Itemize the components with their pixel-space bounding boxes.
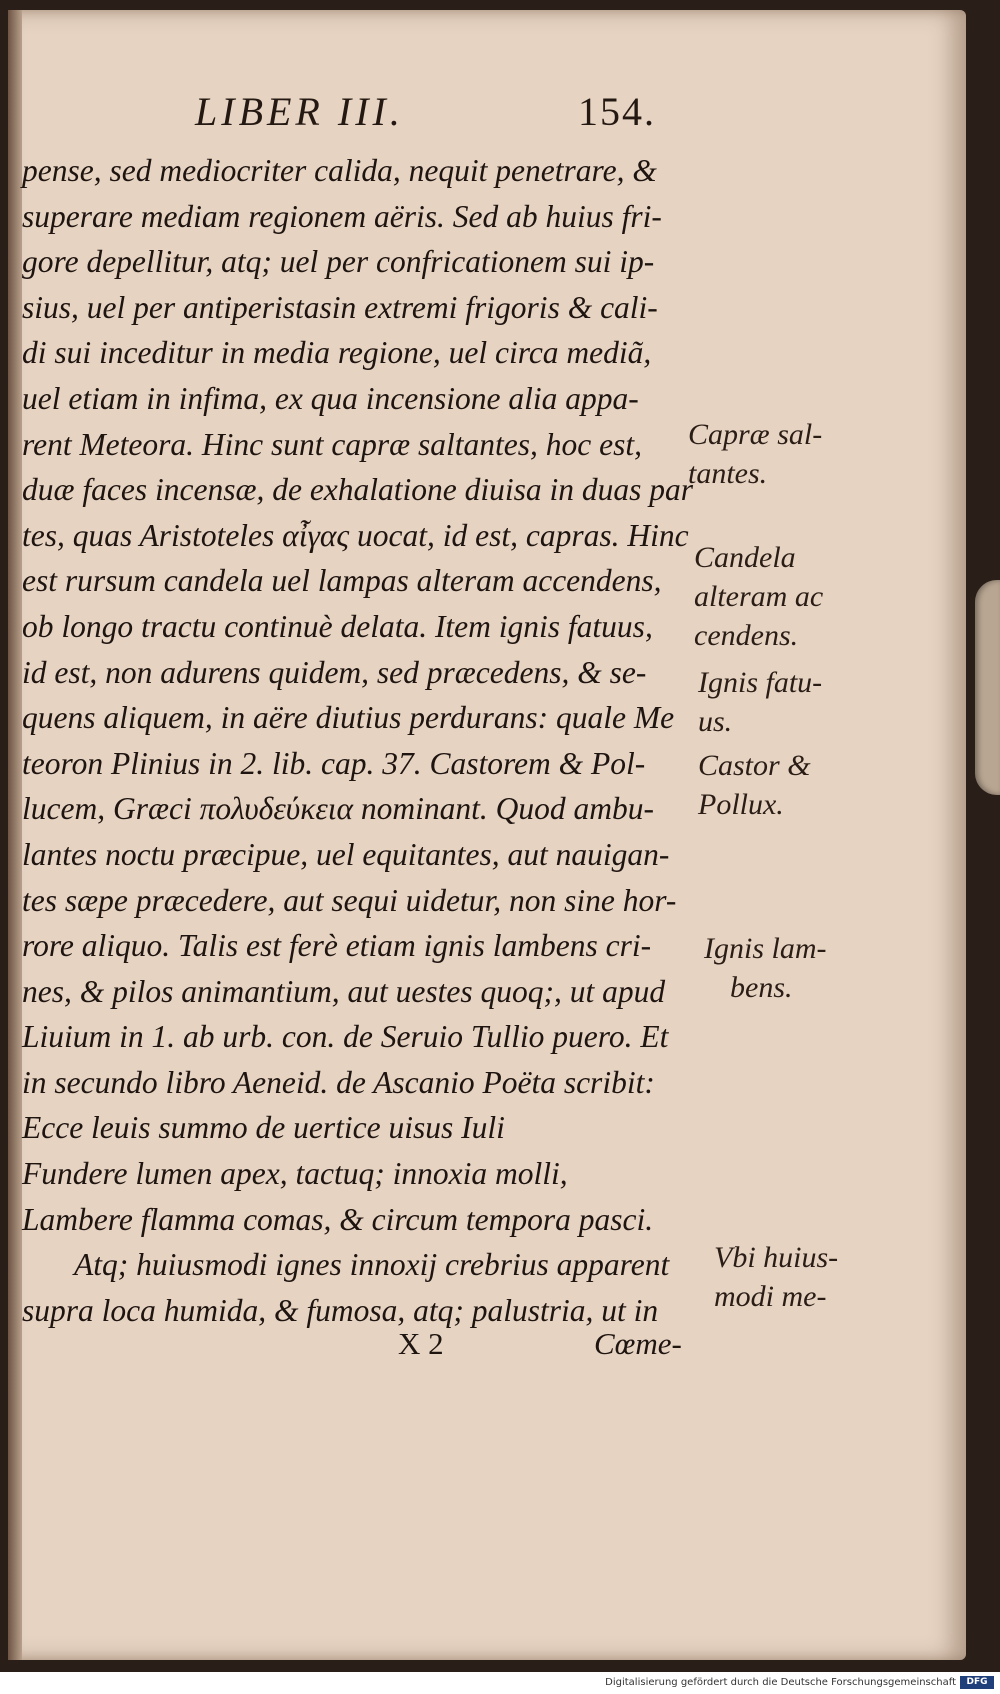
body-line: pense, sed mediocriter calida, nequit penetrare, & <box>22 153 657 188</box>
margin-note: Candela <box>694 541 796 574</box>
margin-note: Ignis lam- <box>704 932 827 965</box>
body-line: Liuium in 1. ab urb. con. de Seruio Tullio puero. Et <box>22 1019 669 1055</box>
dfg-logo: DFG <box>960 1676 994 1689</box>
page-gutter <box>8 10 22 1660</box>
margin-note: Capræ sal- <box>688 418 823 451</box>
body-line: nes, & pilos animantium, aut uestes quoq;, ut apud <box>22 973 666 1009</box>
body-line: duæ faces incensæ, de exhalatione diuisa in duas par <box>22 472 694 508</box>
verse-line: Lambere flamma comas, & circum tempora pasci. <box>22 1201 654 1237</box>
body-line: supra loca humida, & fumosa, atq; palustria, ut in <box>22 1292 659 1328</box>
margin-note: tantes. <box>688 457 768 490</box>
body-line: ob longo tractu continuè delata. Item ignis fatuus, <box>22 608 653 644</box>
catchword: Cœme- <box>594 1326 682 1361</box>
body-line: in secundo libro Aeneid. de Ascanio Poëta scribit: <box>22 1064 655 1100</box>
margin-note: Vbi huius- <box>714 1241 839 1274</box>
margin-note: Pollux. <box>698 788 784 821</box>
verse-line: Fundere lumen apex, tactuq; innoxia molli, <box>22 1156 568 1192</box>
body-line: id est, non adurens quidem, sed præcedens, & se- <box>22 654 647 690</box>
body-line: tes, quas Aristoteles αἶγας uocat, id est, capras. Hinc <box>22 517 689 553</box>
folio-number: 154. <box>578 89 656 134</box>
body-line: Atq; huiusmodi ignes innoxij crebrius apparent <box>74 1247 670 1283</box>
signature-mark: X 2 <box>398 1326 444 1361</box>
margin-note: us. <box>698 705 733 738</box>
verse-line: Ecce leuis summo de uertice uisus Iuli <box>22 1110 505 1146</box>
margin-note: cendens. <box>694 619 799 652</box>
body-line: lantes noctu præcipue, uel equitantes, aut nauigan- <box>22 836 670 872</box>
margin-note: alteram ac <box>694 580 824 613</box>
body-line: tes sæpe præcedere, aut sequi uidetur, non sine hor- <box>22 882 677 918</box>
margin-note: modi me- <box>714 1280 827 1313</box>
body-line: rent Meteora. Hinc sunt capræ saltantes, hoc est, <box>22 426 643 462</box>
body-line: gore depellitur, atq; uel per confricationem sui ip- <box>22 244 655 280</box>
body-line: rore aliquo. Talis est ferè etiam ignis lambens cri- <box>22 928 652 964</box>
body-line: di sui inceditur in media regione, uel circa mediã, <box>22 335 652 371</box>
margin-note: Castor & <box>698 749 811 782</box>
margin-note: Ignis fatu- <box>698 666 823 699</box>
body-line: lucem, Græci πολυδεύκεια nominant. Quod ambu- <box>22 791 654 827</box>
margin-note: bens. <box>730 971 793 1004</box>
body-line: uel etiam in infima, ex qua incensione alia appa- <box>22 380 639 416</box>
footer-bar <box>0 1672 1000 1694</box>
body-line: sius, uel per antiperistasin extremi frigoris & cali- <box>22 289 658 325</box>
body-line: superare mediam regionem aëris. Sed ab huius fri- <box>22 198 662 234</box>
body-line: teoron Plinius in 2. lib. cap. 37. Castorem & Pol- <box>22 745 646 781</box>
footer-credit: Digitalisierung gefördert durch die Deutsche Forschungsgemeinschaft <box>605 1677 956 1688</box>
body-line: est rursum candela uel lampas alteram accendens, <box>22 563 662 599</box>
body-line: quens aliquem, in aëre diutius perdurans: quale Me <box>22 700 675 736</box>
running-head: LIBER III. <box>195 89 404 134</box>
body-text <box>22 148 702 1333</box>
page-tab <box>975 580 1000 795</box>
